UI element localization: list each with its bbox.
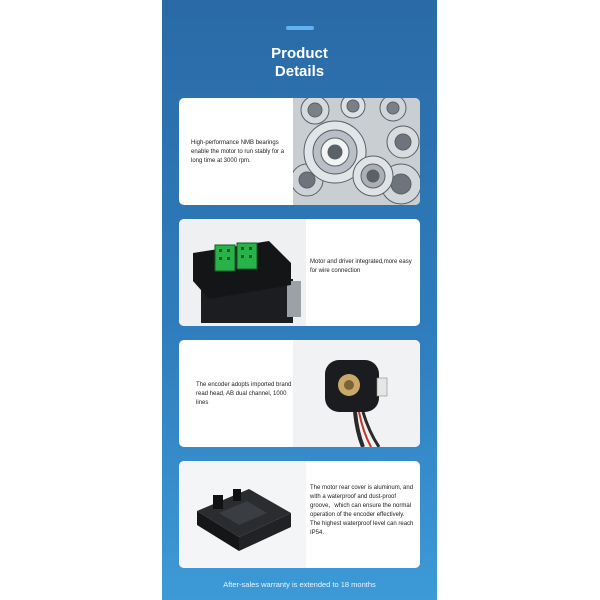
feature-text-encoder: The encoder adopts imported brand read head, AB dual channel, 1000 lines xyxy=(196,382,292,406)
feature-text-rear-cover: The motor rear cover is aluminum, and with a waterproof and dust-proof groove，which can ensure the normal operation of the encoder effectively. The highest waterproof level can reach IP54. xyxy=(310,485,414,536)
product-details-panel xyxy=(162,0,437,600)
feature-card-integrated-driver xyxy=(179,219,420,326)
feature-card-rear-cover xyxy=(179,461,420,568)
page-title-line-2: Details xyxy=(274,63,325,80)
feature-text-integrated-driver: Motor and driver integrated,more easy for wire connection xyxy=(310,259,412,274)
feature-text-bearings: High-performance NMB bearings enable the motor to run stably for a long time at 3000 rpm. xyxy=(191,140,285,164)
rear-cover-photo xyxy=(179,461,306,568)
page-title-line-1: Product xyxy=(271,45,328,62)
warranty-footer: After-sales warranty is extended to 18 months xyxy=(223,580,376,589)
encoder-photo xyxy=(293,340,420,447)
integrated-motor-driver-photo xyxy=(179,219,306,326)
feature-card-bearings xyxy=(179,98,420,205)
ball-bearings-photo xyxy=(293,98,420,205)
accent-bar xyxy=(286,26,314,30)
feature-card-encoder xyxy=(179,340,420,447)
